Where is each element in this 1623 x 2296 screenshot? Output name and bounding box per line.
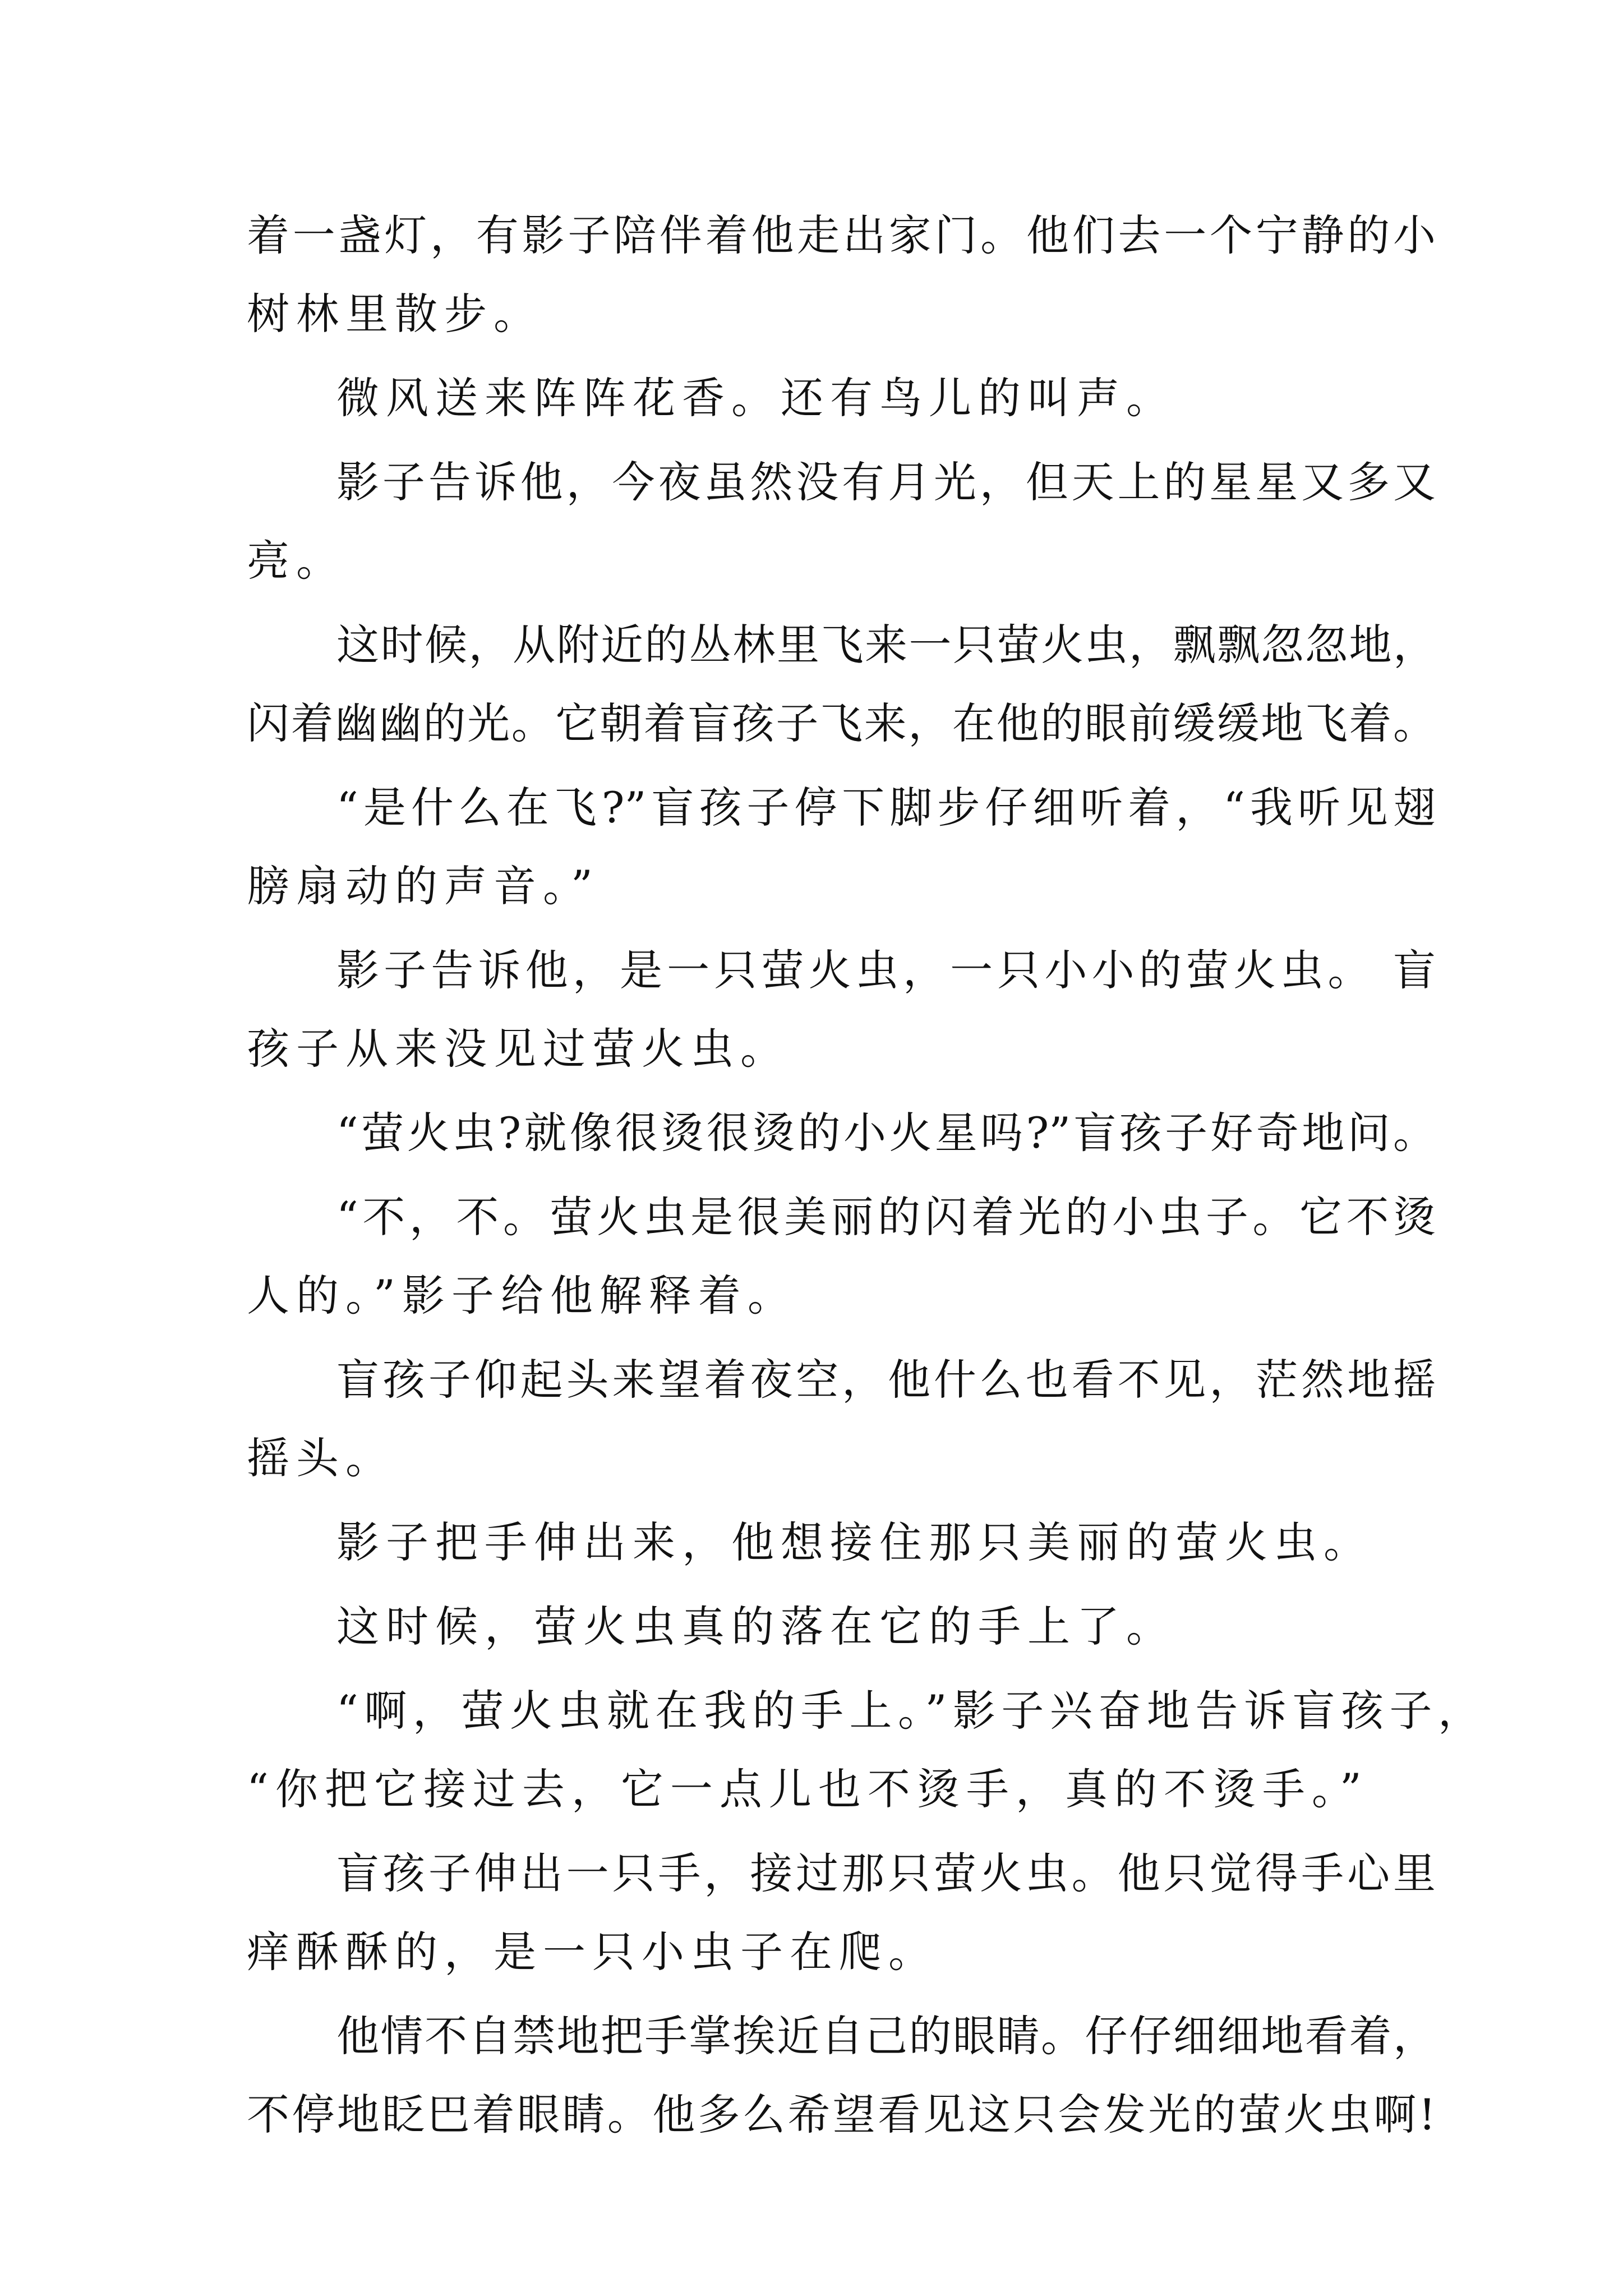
text-line: “你把它接过去，它一点儿也不烫手，真的不烫手。” [247, 1764, 1368, 1814]
text-line: 孩子从来没见过萤火虫。 [247, 1024, 790, 1074]
text-line: 这时候，萤火虫真的落在它的手上了。 [336, 1602, 1175, 1651]
text-line: “是什么在飞?”盲孩子停下脚步仔细听着，“我听见翅 [336, 783, 1436, 832]
text-line: 着一盏灯，有影子陪伴着他走出家门。他们去一个宁静的小 [247, 210, 1436, 260]
text-line: “不，不。萤火虫是很美丽的闪着光的小虫子。它不烫 [336, 1192, 1436, 1242]
text-line: 亮。 [247, 536, 345, 586]
text-line: 盲孩子伸出一只手，接过那只萤火虫。他只觉得手心里 [336, 1848, 1436, 1898]
text-line: “啊，萤火虫就在我的手上。”影子兴奋地告诉盲孩子， [336, 1686, 1481, 1736]
text-line: 树林里散步。 [247, 289, 543, 339]
text-line: 膀扇动的声音。” [247, 861, 600, 911]
text-line: 微风送来阵阵花香。还有鸟儿的叫声。 [336, 373, 1175, 423]
text-line: 影子告诉他，是一只萤火虫，一只小小的萤火虫。 盲 [336, 945, 1436, 995]
text-line: “萤火虫?就像很烫很烫的小火星吗?”盲孩子好奇地问。 [336, 1108, 1436, 1158]
text-line: 不停地眨巴着眼睛。他多么希望看见这只会发光的萤火虫啊! [247, 2090, 1436, 2139]
text-line: 盲孩子仰起头来望着夜空，他什么也看不见，茫然地摇 [336, 1355, 1436, 1405]
text-line: 影子告诉他，今夜虽然没有月光，但天上的星星又多又 [336, 457, 1436, 507]
text-line: 这时候，从附近的丛林里飞来一只萤火虫，飘飘忽忽地， [336, 620, 1436, 670]
text-line: 闪着幽幽的光。它朝着盲孩子飞来，在他的眼前缓缓地飞着。 [247, 698, 1436, 748]
text-line: 痒酥酥的，是一只小虫子在爬。 [247, 1927, 938, 1977]
text-line: 他情不自禁地把手掌挨近自己的眼睛。仔仔细细地看着， [336, 2011, 1436, 2061]
text-line: 人的。”影子给他解释着。 [247, 1271, 797, 1320]
text-line: 影子把手伸出来，他想接住那只美丽的萤火虫。 [336, 1517, 1373, 1567]
text-line: 摇头。 [247, 1433, 395, 1483]
